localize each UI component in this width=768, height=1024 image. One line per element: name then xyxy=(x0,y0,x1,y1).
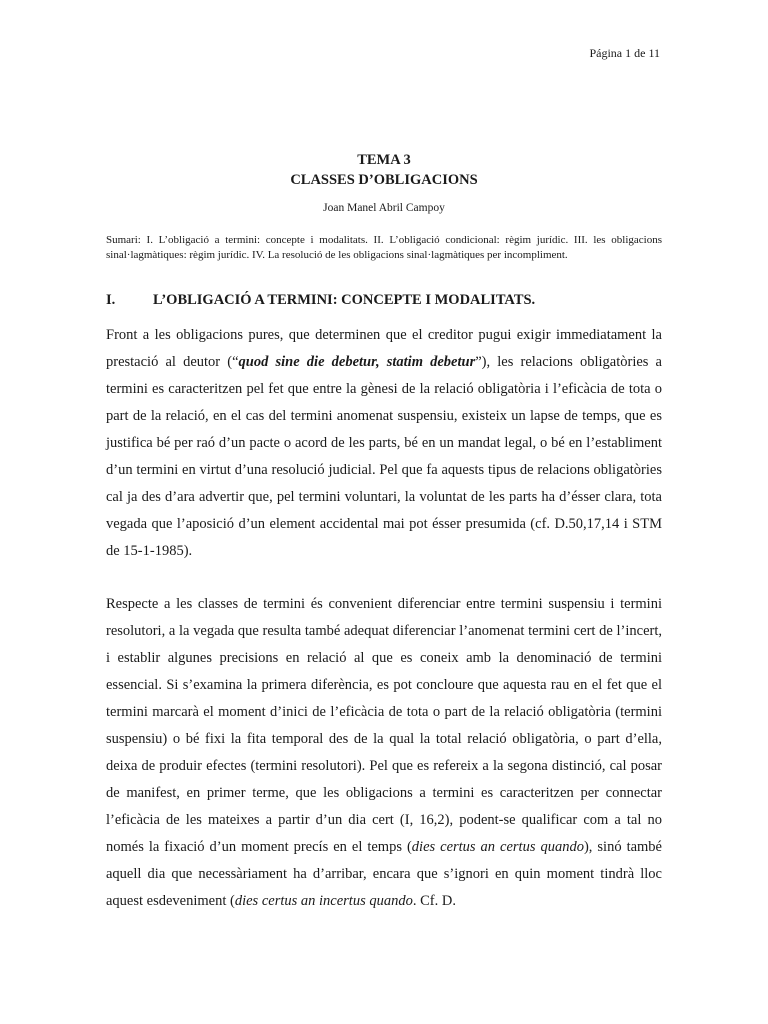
paragraph-1-text-b: ”), les relacions obligatòries a termini es caracteritzen pel fet que entre la gènesi de la relació obligatòria i l’eficàcia de tota o part de la relació, en el cas del termini anomenat suspensiu, existeix un lapse de temps, que es justifica bé per raó d’un pacte o acord de les parts, bé en un mandat legal, o bé en l’establiment d’un termini en virtut d’una resolució judicial. Pel que fa aquests tipus de relacions obligatòries cal ja des d’ara advertir que, pel termini voluntari, la voluntat de les parts ha d’ésser clara, tota vegada que l’aposició d’un element accidental mai pot ésser presumida (cf. D.50,17,14 i STM de 15-1-1985). xyxy=(106,354,662,559)
summary: Sumari: I. L’obligació a termini: concepte i modalitats. II. L’obligació condicional: règim jurídic. III. les obligacions sinal·lagmàtiques: règim jurídic. IV. La resolució de les obligacions sinal·lagmàtiques per incompliment. xyxy=(106,234,662,261)
paragraph-2-latin-phrase-1: dies certus an certus quando xyxy=(411,839,584,855)
paragraph-1-latin-phrase: quod sine die debetur, statim debetur xyxy=(238,354,476,370)
page-number: Página 1 de 11 xyxy=(589,46,660,60)
author: Joan Manel Abril Campoy xyxy=(323,202,445,214)
paragraph-2 xyxy=(106,591,662,915)
paragraph-1 xyxy=(106,322,662,565)
paragraph-2-text-b: ), sinó també aquell dia que necessàriament ha d’arribar, encara que s’ignori en quin moment tindrà lloc aquest esdeveniment ( xyxy=(106,839,662,909)
paragraph-2-latin-phrase-2: dies certus an incertus quando xyxy=(234,893,413,909)
section-title: L’OBLIGACIÓ A TERMINI: CONCEPTE I MODALITATS. xyxy=(153,292,536,308)
chapter-title: TEMA 3 xyxy=(357,152,411,168)
paragraph-2-text-c: . Cf. D. xyxy=(412,893,456,909)
paragraph-1-text-a: Front a les obligacions pures, que determinen que el creditor pugui exigir immediatament la prestació al deutor (“ xyxy=(106,327,662,370)
chapter-subtitle: CLASSES D’OBLIGACIONS xyxy=(290,172,478,188)
paragraph-2-text-a: Respecte a les classes de termini és convenient diferenciar entre termini suspensiu i termini resolutori, a la vegada que resulta també adequat diferenciar l’anomenat termini cert de l’incert, i establir algunes precisions en relació al que es coneix amb la denominació de termini essencial. Si s’examina la primera diferència, es pot concloure que aquesta rau en el fet que el termini marcarà el moment d’inici de l’eficàcia de tota o part de la relació obligatòria (termini suspensiu) o bé fixi la fita temporal des de la qual la total relació obligatòria, o part d’ella, deixa de produir efectes (termini resolutori). Pel que es refereix a la segona distinció, cal posar de manifest, en primer terme, que les obligacions a termini es caracteritzen per connectar l’eficàcia de les mateixes a partir d’un dia cert (I, 16,2), podent-se qualificar com a tal no només la fixació d’un moment precís en el temps ( xyxy=(106,596,662,855)
section-heading xyxy=(106,290,662,310)
title-block xyxy=(0,150,768,190)
section-number: I. xyxy=(106,292,116,308)
